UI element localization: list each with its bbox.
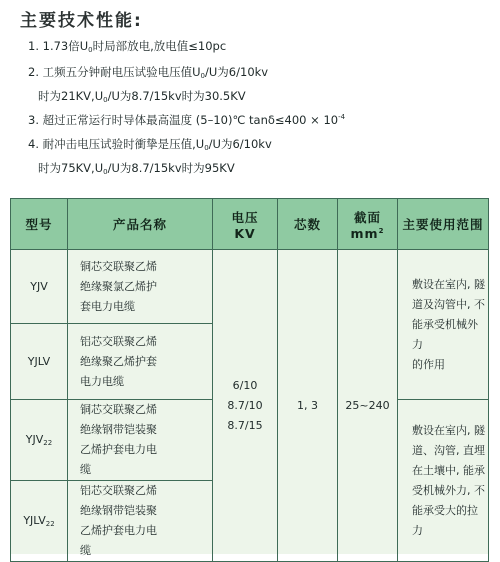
- section-cell: 25~240: [338, 250, 398, 562]
- model-cell: $YJLV_{22}$: [11, 481, 68, 562]
- cores-cell: 1, 3: [278, 250, 338, 562]
- spec-item-2: 2. 工频五分钟耐电压试验电压值$U_0/U$为6/10kv: [28, 65, 269, 80]
- header-model: 型号: [11, 199, 68, 250]
- model-cell: YJLV: [11, 324, 68, 400]
- header-voltage: 电压 KV: [213, 199, 278, 250]
- spec-item-4-continued: 时为$75KV,U_0/U$为8.7/15kv时为95KV: [38, 161, 235, 176]
- product-name-cell: 铝芯交联聚乙烯 绝缘钢带铠装聚 乙烯护套电力电 缆: [68, 481, 213, 562]
- spec-item-3: 3. 超过正常运行时导体最高温度 (5–10)℃ $\tan\delta\le 400 \times 10^{-4}$: [28, 113, 346, 127]
- spec-item-2-continued: 时为$21KV,U_0/U$为8.7/15kv时为30.5KV: [38, 89, 246, 104]
- header-cores: 芯数: [278, 199, 338, 250]
- table-row: [11, 250, 489, 324]
- product-name-cell: 铜芯交联聚乙烯 绝缘钢带铠装聚 乙烯护套电力电 缆: [68, 400, 213, 481]
- header-product-name: 产品名称: [68, 199, 213, 250]
- product-name-cell: 铜芯交联聚乙烯 绝缘聚氯乙烯护 套电力电缆: [68, 250, 213, 324]
- header-section: 截面$mm^2$: [338, 199, 398, 250]
- spec-item-4: 4. 耐冲击电压试验时衝挚是压值$,U_0/U$为6/10kv: [28, 137, 272, 152]
- spec-item-1: 1. 1.73倍$U_0$时局部放电,放电值≤10pc: [28, 39, 227, 54]
- model-cell: YJV: [11, 250, 68, 324]
- product-name-cell: 铝芯交联聚乙烯 绝缘聚乙烯护套 电力电缆: [68, 324, 213, 400]
- usage-cell-buried: 敷设在室内, 隧 道、沟管, 直埋 在土壤中, 能承 受机械外力, 不 能承受大的拉力: [398, 400, 489, 562]
- usage-cell-indoor: 敷设在室内, 隧 道及沟管中, 不 能承受机械外力 的作用: [398, 250, 489, 400]
- cable-spec-table: [10, 198, 488, 557]
- page-title: 主要技术性能:: [20, 11, 143, 31]
- model-cell: $YJV_{22}$: [11, 400, 68, 481]
- voltage-cell: 6/10 8.7/10 8.7/15: [213, 250, 278, 562]
- header-usage: 主要使用范围: [398, 199, 489, 250]
- table-header-row: [11, 199, 489, 250]
